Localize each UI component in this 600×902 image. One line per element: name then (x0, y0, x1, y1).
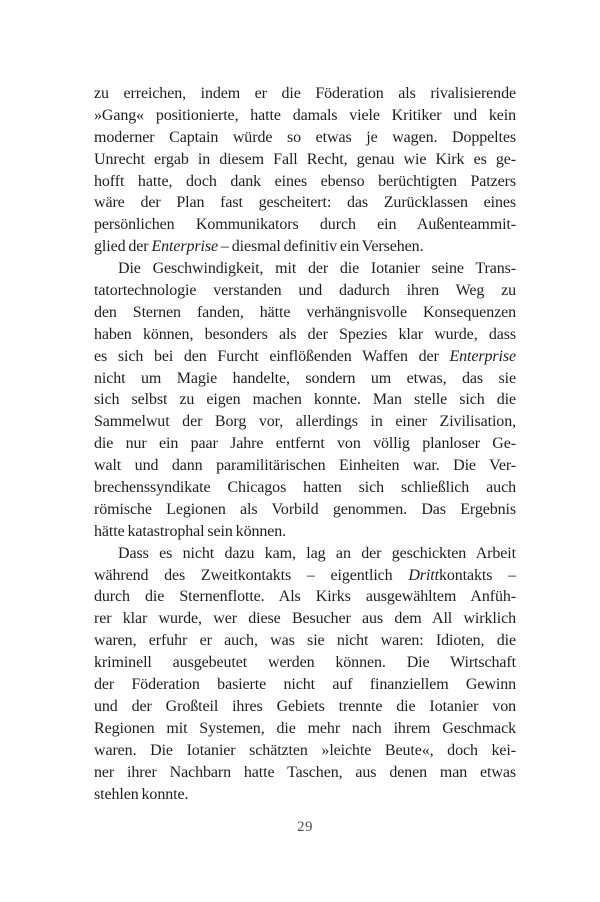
text-segment: und der Großteil ihres Gebiets trennte die Iotanier von (94, 697, 516, 715)
text-line (94, 586, 516, 608)
text-segment: tatortechnologie verstanden und dadurch ihren Weg zu (94, 282, 516, 300)
text-line (94, 171, 516, 193)
text-line (94, 346, 516, 368)
text-segment: Die Geschwindigkeit, mit der die Iotanier seine Trans- (118, 260, 516, 278)
text-segment: ner ihrer Nachbarn hatte Taschen, aus denen man etwas (94, 763, 516, 781)
text-line (94, 521, 516, 543)
text-line (94, 674, 516, 696)
text-line (94, 105, 516, 127)
text-line (94, 127, 516, 149)
text-line (94, 389, 516, 411)
text-line (94, 565, 516, 587)
text-segment: brechenssyndikate Chicagos hatten sich schließlich auch (94, 479, 516, 497)
text-line (94, 630, 516, 652)
italic-text-segment: Enterprise (449, 347, 516, 365)
italic-text-segment: Enterprise (151, 238, 218, 256)
text-segment: walt und dann paramilitärischen Einheiten war. Die Ver- (94, 457, 516, 475)
text-line (94, 302, 516, 324)
text-segment: stehlen konnte. (94, 785, 189, 803)
text-line (94, 543, 516, 565)
text-segment: nicht um Magie handelte, sondern um etwas, das sie (94, 369, 516, 387)
text-segment: Unrecht ergab in diesem Fall Recht, genau wie Kirk es ge- (94, 150, 516, 168)
text-line (94, 696, 516, 718)
text-line (94, 236, 516, 258)
text-block (94, 83, 516, 805)
text-segment: kontakts – (438, 566, 516, 584)
text-line (94, 762, 516, 784)
page-number: 29 (297, 819, 313, 835)
text-segment: persönlichen Kommunikators durch ein Außenteammit- (94, 216, 516, 234)
text-segment: glied der (94, 238, 152, 256)
text-line (94, 499, 516, 521)
text-line (94, 477, 516, 499)
text-segment: hofft hatte, doch dank eines ebenso berüchtigten Patzers (94, 172, 516, 190)
text-segment: sich selbst zu eigen machen konnte. Man stelle sich die (94, 391, 516, 409)
text-line (94, 149, 516, 171)
text-segment: wäre der Plan fast gescheitert: das Zurücklassen eines (94, 194, 516, 212)
text-segment: – diesmal definitiv ein Versehen. (218, 238, 424, 256)
text-line (94, 433, 516, 455)
text-line (94, 280, 516, 302)
text-segment: »Gang« positionierte, hatte damals viele Kritiker und kein (94, 106, 516, 124)
text-segment: römische Legionen als Vorbild genommen. Das Ergebnis (94, 500, 516, 518)
text-line (94, 608, 516, 630)
text-segment: haben können, besonders als der Spezies klar wurde, dass (94, 325, 516, 343)
text-line (94, 455, 516, 477)
text-segment: Regionen mit Systemen, die mehr nach ihrem Geschmack (94, 719, 516, 737)
text-segment: zu erreichen, indem er die Föderation als rivalisierende (94, 85, 516, 102)
text-segment: während des Zweitkontakts – eigentlich (94, 566, 409, 584)
text-line (94, 214, 516, 236)
text-segment: die nur ein paar Jahre entfernt von völlig planloser Ge- (94, 435, 516, 453)
text-segment: der Föderation basierte nicht auf finanziellem Gewinn (94, 676, 516, 694)
text-line (94, 652, 516, 674)
text-line (94, 192, 516, 214)
text-line (94, 718, 516, 740)
text-segment: rer klar wurde, wer diese Besucher aus dem All wirklich (94, 610, 516, 628)
italic-text-segment: Dritt (408, 566, 439, 584)
text-segment: kriminell ausgebeutet werden können. Die Wirtschaft (94, 654, 516, 672)
text-segment: waren. Die Iotanier schätzten »leichte Beute«, doch kei- (94, 741, 516, 759)
text-line (94, 83, 516, 105)
text-segment: moderner Captain würde so etwas je wagen. Doppeltes (94, 128, 516, 146)
text-segment: Sammelwut der Borg vor, allerdings in einer Zivilisation, (94, 413, 516, 431)
text-segment: Dass es nicht dazu kam, lag an der geschickten Arbeit (118, 544, 516, 562)
text-line (94, 784, 516, 806)
text-segment: hätte katastrophal sein können. (94, 522, 287, 540)
text-segment: den Sternen fanden, hätte verhängnisvolle Konsequenzen (94, 303, 516, 321)
text-segment: es sich bei den Furcht einflößenden Waffen der (94, 347, 450, 365)
text-segment: waren, erfuhr er auch, was sie nicht waren: Idioten, die (94, 632, 516, 650)
text-segment: durch die Sternenflotte. Als Kirks ausgewähltem Anfüh- (94, 588, 516, 606)
text-line (94, 368, 516, 390)
text-line (94, 324, 516, 346)
text-line (94, 411, 516, 433)
text-line (94, 740, 516, 762)
text-line (94, 258, 516, 280)
